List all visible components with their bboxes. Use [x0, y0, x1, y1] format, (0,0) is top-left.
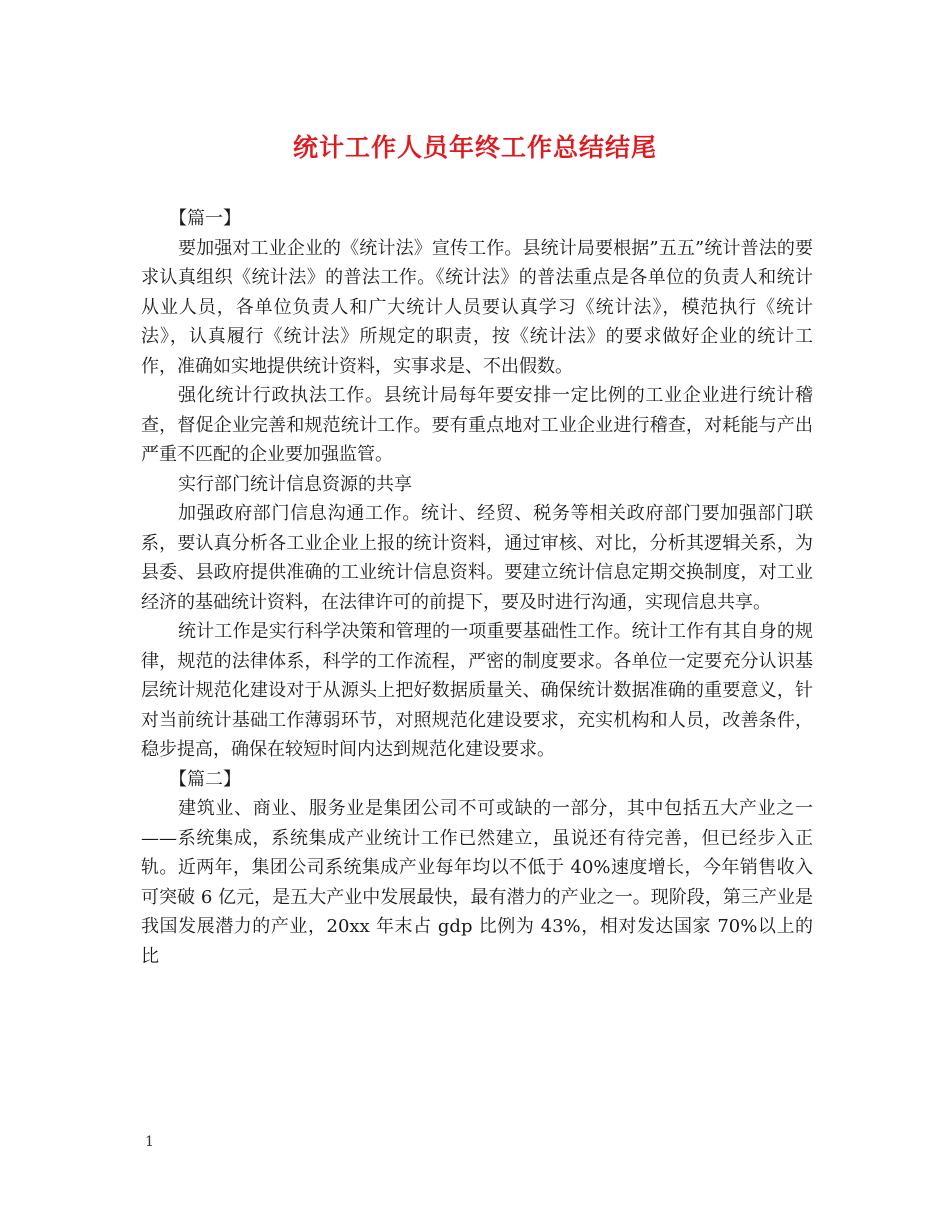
- section-heading: 【篇一】: [169, 208, 241, 229]
- paragraph: 建筑业、商业、服务业是集团公司不可或缺的一部分，其中包括五大产业之一——系统集成，系统集成产业统计工作已然建立，虽说还有待完善，但已经步入正轨。近两年，集团公司系统集成产业每年均以不低于 40%速度增长，今年销售收入可突破 6 亿元，是五大产业中发展最快，最有潜力的产业之一。现阶段，第三产业是我国发展潜力的产业，20xx 年末占 gdp 比例为 43%，相对发达国家 70%以上的比: [141, 798, 813, 967]
- section-heading: 【篇二】: [169, 768, 241, 790]
- document-title: 统计工作人员年终工作总结结尾: [292, 133, 657, 162]
- paragraph: 加强政府部门信息沟通工作。统计、经贸、税务等相关政府部门要加强部门联系，要认真分析各工业企业上报的统计资料，通过审核、对比，分析其逻辑关系，为县委、县政府提供准确的工业统计信息资料。要建立统计信息定期交换制度，对工业经济的基础统计资料，在法律许可的前提下，要及时进行沟通，实现信息共享。: [141, 503, 813, 613]
- paragraph: 要加强对工业企业的《统计法》宣传工作。县统计局要根据”五五”统计普法的要求认真组织《统计法》的普法工作。《统计法》的普法重点是各单位的负责人和统计从业人员，各单位负责人和广大统计人员要认真学习《统计法》，模范执行《统计法》，认真履行《统计法》所规定的职责，按《统计法》的要求做好企业的统计工作，准确如实地提供统计资料，实事求是、不出假数。: [141, 237, 813, 377]
- paragraph: 实行部门统计信息资源的共享: [178, 473, 412, 495]
- paragraph: 统计工作是实行科学决策和管理的一项重要基础性工作。统计工作有其自身的规律，规范的法律体系，科学的工作流程，严密的制度要求。各单位一定要充分认识基层统计规范化建设对于从源头上把好数据质量关、确保统计数据准确的重要意义，针对当前统计基础工作薄弱环节，对照规范化建设要求，充实机构和人员，改善条件，稳步提高，确保在较短时间内达到规范化建设要求。: [141, 621, 813, 760]
- document-body: [141, 204, 813, 971]
- page-number: 1: [145, 1134, 154, 1150]
- paragraph: 强化统计行政执法工作。县统计局每年要安排一定比例的工业企业进行统计稽查，督促企业完善和规范统计工作。要有重点地对工业企业进行稽查，对耗能与产出严重不匹配的企业要加强监管。: [141, 385, 813, 465]
